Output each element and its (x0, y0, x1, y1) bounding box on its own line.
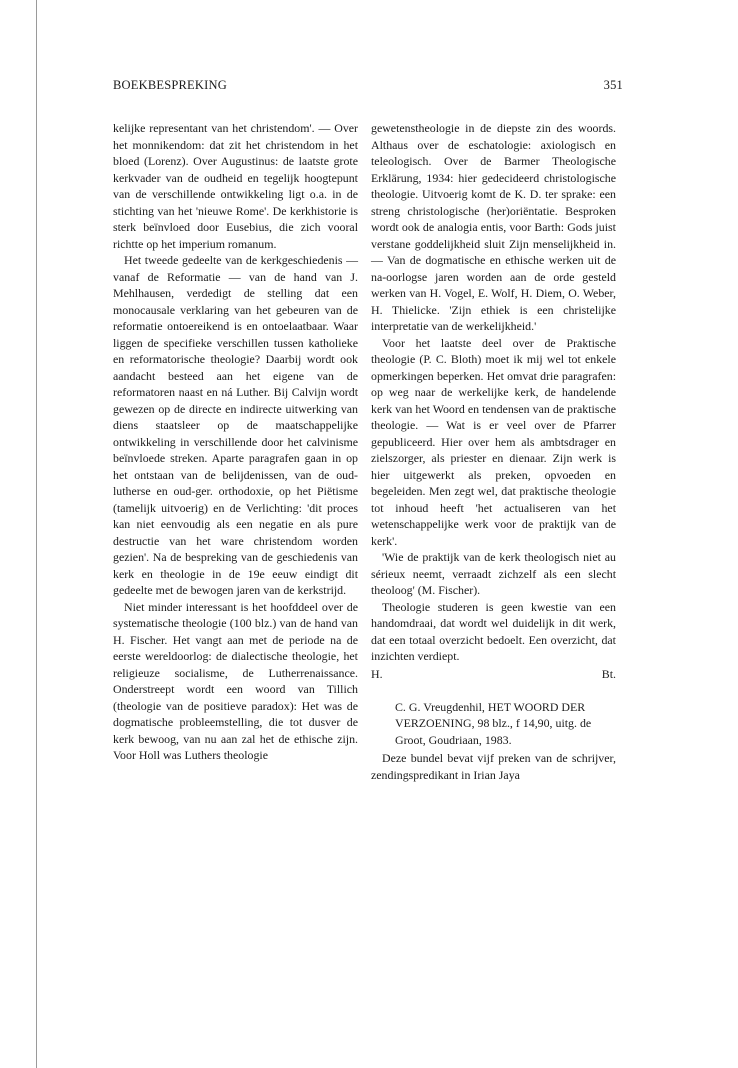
book-reference: C. G. Vreugdenhil, HET WOORD DER VERZOENING, 98 blz., f 14,90, uitg. de Groot, Goudriaan, 1983. (395, 699, 592, 747)
page-number: 351 (603, 78, 623, 92)
paragraph: Deze bundel bevat vijf preken van de schrijver, zendingspredikant in Irian Jaya (371, 751, 616, 782)
signature-abbreviation: Bt. (601, 666, 616, 681)
paragraph: Voor het laatste deel over de Praktische theologie (P. C. Bloth) moet ik mij wel tot enkele opmerkingen beperken. Het omvat drie paragrafen: op weg naar de werkelijke kerk, de handelende kerk van het Woord en tendensen van de praktische theologie. — Wat is er veel over de Pfarrer gepubliceerd. Hier over hem als ambtsdrager en zielszorger, als priester en dienaar. Zijn werk is hier uitgewerkt als preken, opvoeden en begeleiden. Men zegt wel, dat praktische theologie tot inhoud heeft 'het actualiseren van het wetenschappelijke werk voor de praktijk van de kerk'. (371, 335, 616, 548)
reviewer-signature (371, 666, 616, 683)
signature-initial: H. (371, 666, 383, 681)
paragraph: Theologie studeren is geen kwestie van een handomdraai, dat wordt wel duidelijk in dit werk, dat een totaal overzicht bedoelt. Een overzicht, dat inzichten verdiept. (371, 599, 616, 663)
paragraph: Het tweede gedeelte van de kerkgeschiedenis — vanaf de Reformatie — van de hand van J. Mehlhausen, verdedigt de stelling dat een monocausale verklaring van het gebeuren van de reformatie ontoereikend is en ontoelaatbaar. Waar liggen de specifieke verschillen tussen katholieke en reformatorische theologie? Daarbij wordt ook aandacht besteed aan het eigene van de reformatoren naast en ná Luther. Bij Calvijn wordt gewezen op de directe en indirecte uitwerking van diens staatsleer op de maatschappelijke ontwikkeling in verschillende door het calvinisme beïnvloede streken. Aparte paragrafen gaan in op het ontstaan van de belijdenissen, van de oud-lutherse en oud-ger. orthodoxie, op het Piëtisme (tamelijk uitvoerig) en de Verlichting: 'dit proces kan niet eenvoudig als een negatie en als pure destructie van het ware christendom worden gezien'. Na de bespreking van de geschiedenis van kerk en theologie in de 19e eeuw eindigt dit gedeelte met de bewogen jaren van de kerkstrijd. (113, 253, 358, 597)
section-title: BOEKBESPREKING (113, 78, 227, 92)
right-column (371, 120, 616, 783)
paragraph: 'Wie de praktijk van de kerk theologisch niet au sérieux neemt, verraadt zichzelf als een slecht theoloog' (M. Fischer). (371, 550, 616, 597)
left-column (113, 120, 358, 764)
paragraph: kelijke representant van het christendom'. — Over het monnikendom: dat zit het christendom in het bloed (Lorenz). Over Augustinus: de laatste grote kerkvader van de oudheid en tegelijk hoogtepunt van de verschillende ontwikkeling ligt o.a. in de stichting van het 'nieuwe Rome'. De kerkhistorie is sterk beïnvloed door Eusebius, die zich vooral richtte op het imperium romanum. (113, 121, 358, 251)
running-header (113, 78, 623, 98)
page-margin-line (36, 0, 37, 1068)
paragraph: gewetenstheologie in de diepste zin des woords. Althaus over de eschatologie: axiologisch en teleologisch. Over de Barmer Theologische Erklärung, 1934: hier gedecideerd christologische theologie. Uitvoerig komt de K. D. ter sprake: een streng christologische (her)oriëntatie. Besproken wordt ook de analogia entis, voor Barth: Gods juist verstane goddelijkheid sluit Zijn menselijkheid in. — Van de dogmatische en ethische werken uit de na-oorlogse jaren worden aan de orde gesteld werken van H. Vogel, E. Wolf, H. Diem, O. Weber, H. Thielicke. 'Zijn ethiek is een christelijke interpretatie van de werkelijkheid.' (371, 121, 616, 333)
paragraph: Niet minder interessant is het hoofddeel over de systematische theologie (100 blz.) van de hand van H. Fischer. Het vangt aan met de periode na de eerste wereldoorlog: de dialectische theologie, het religieuze socialisme, de Lutherrenaissance. Onderstreept wordt een woord van Tillich (theologie van de positieve paradox): Het was de dogmatische probleemstelling, die tot dusver de kerk bewoog, van nu aan zal het de ethische zijn. Voor Holl was Luthers theologie (113, 599, 358, 762)
